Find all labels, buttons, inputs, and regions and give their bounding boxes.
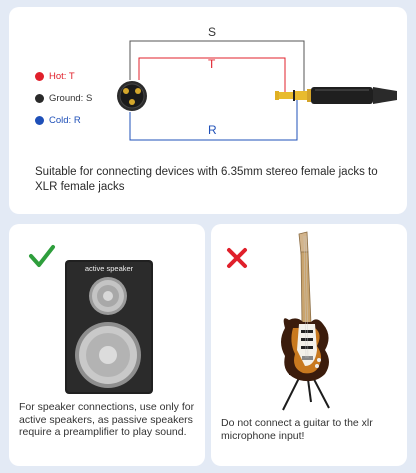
black-dot-icon — [35, 94, 44, 103]
legend-cold — [35, 115, 81, 126]
legend-ground — [35, 93, 92, 104]
check-icon — [31, 247, 53, 265]
xlr-connector — [117, 81, 147, 111]
compatibility-description: Suitable for connecting devices with 6.35mm stereo female jacks to XLR female jacks — [35, 166, 378, 193]
speaker-brand-label: active speaker — [84, 264, 134, 273]
cross-icon — [229, 250, 245, 266]
trs-plug — [275, 87, 397, 104]
blue-dot-icon — [35, 116, 44, 125]
legend-cold-label: Cold: R — [49, 115, 81, 126]
sleeve-label: S — [208, 25, 217, 39]
legend-ground-label: Ground: S — [49, 93, 93, 104]
sleeve-wire — [130, 41, 304, 95]
legend-hot — [35, 71, 75, 82]
guitar-caption: Do not connect a guitar to the xlr microphone input! — [221, 417, 373, 442]
guitar-card — [211, 224, 407, 466]
ring-label: R — [208, 123, 217, 137]
speaker-cabinet — [65, 260, 153, 394]
tip-label: T — [208, 57, 216, 71]
red-dot-icon — [35, 72, 44, 81]
electric-guitar — [281, 232, 329, 381]
wiring-diagram-card — [9, 7, 407, 214]
active-speaker-caption: For speaker connections, use only for active speakers, as passive speakers require a preamplifier to play sound. — [19, 401, 195, 438]
legend-hot-label: Hot: T — [49, 71, 75, 82]
active-speaker-card — [9, 224, 205, 466]
